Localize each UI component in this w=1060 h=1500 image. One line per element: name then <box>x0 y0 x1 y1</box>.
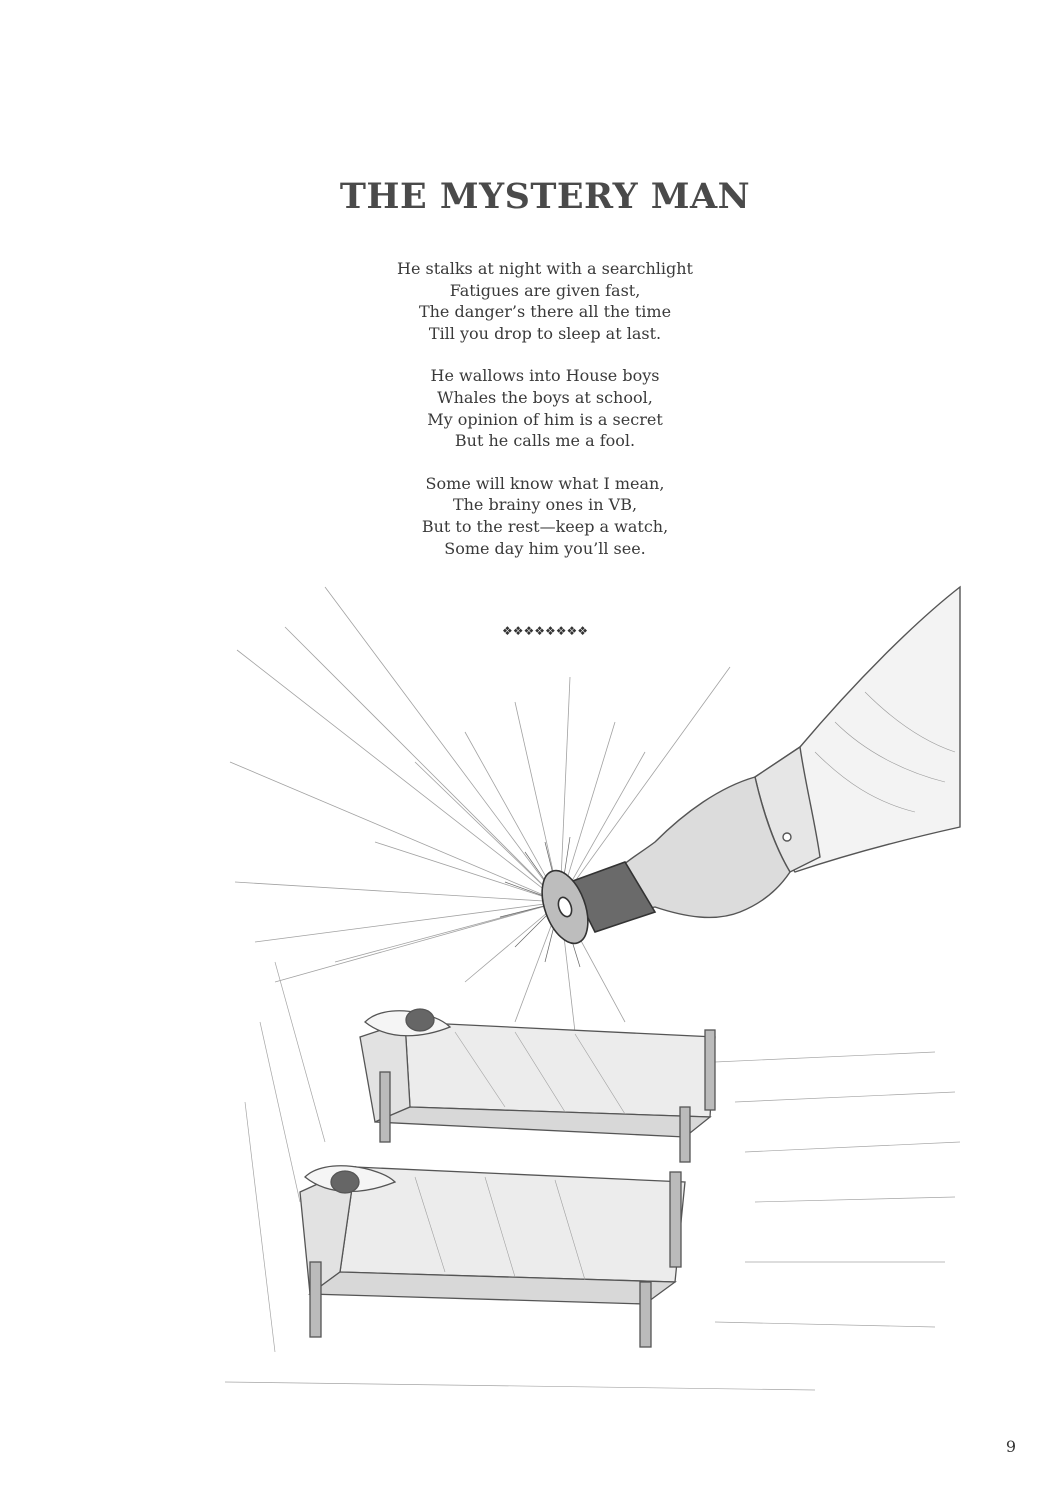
bed-back <box>360 1009 715 1162</box>
poem-line: My opinion of him is a secret <box>427 409 663 429</box>
stanza <box>0 473 1060 559</box>
poem-line: He stalks at night with a searchlight <box>397 259 693 278</box>
stanza <box>0 258 1060 344</box>
stanza <box>0 365 1060 451</box>
poem-line: He wallows into House boys <box>430 366 660 386</box>
poem-line: The brainy ones in VB, <box>452 495 638 515</box>
sketch-illustration <box>215 582 975 1402</box>
poem-line: But to the rest—keep a watch, <box>421 516 669 536</box>
bed-front <box>300 1166 685 1347</box>
poem-line: Some will know what I mean, <box>425 473 665 493</box>
poem-line: Whales the boys at school, <box>437 387 653 407</box>
poem-line: Till you drop to sleep at last. <box>428 323 662 343</box>
poem-line: Fatigues are given fast, <box>449 280 641 300</box>
poem-title: THE MYSTERY MAN <box>339 176 751 217</box>
poem-line: But he calls me a fool. <box>454 431 636 451</box>
poem-line: The danger’s there all the time <box>418 302 672 322</box>
poem-body <box>0 258 1060 580</box>
page-number: 9 <box>1005 1437 1017 1456</box>
ornament-divider: ❖❖❖❖❖❖❖❖ <box>501 624 589 638</box>
poem-line: Some day him you’ll see. <box>444 538 646 558</box>
light-rays <box>230 587 730 1032</box>
